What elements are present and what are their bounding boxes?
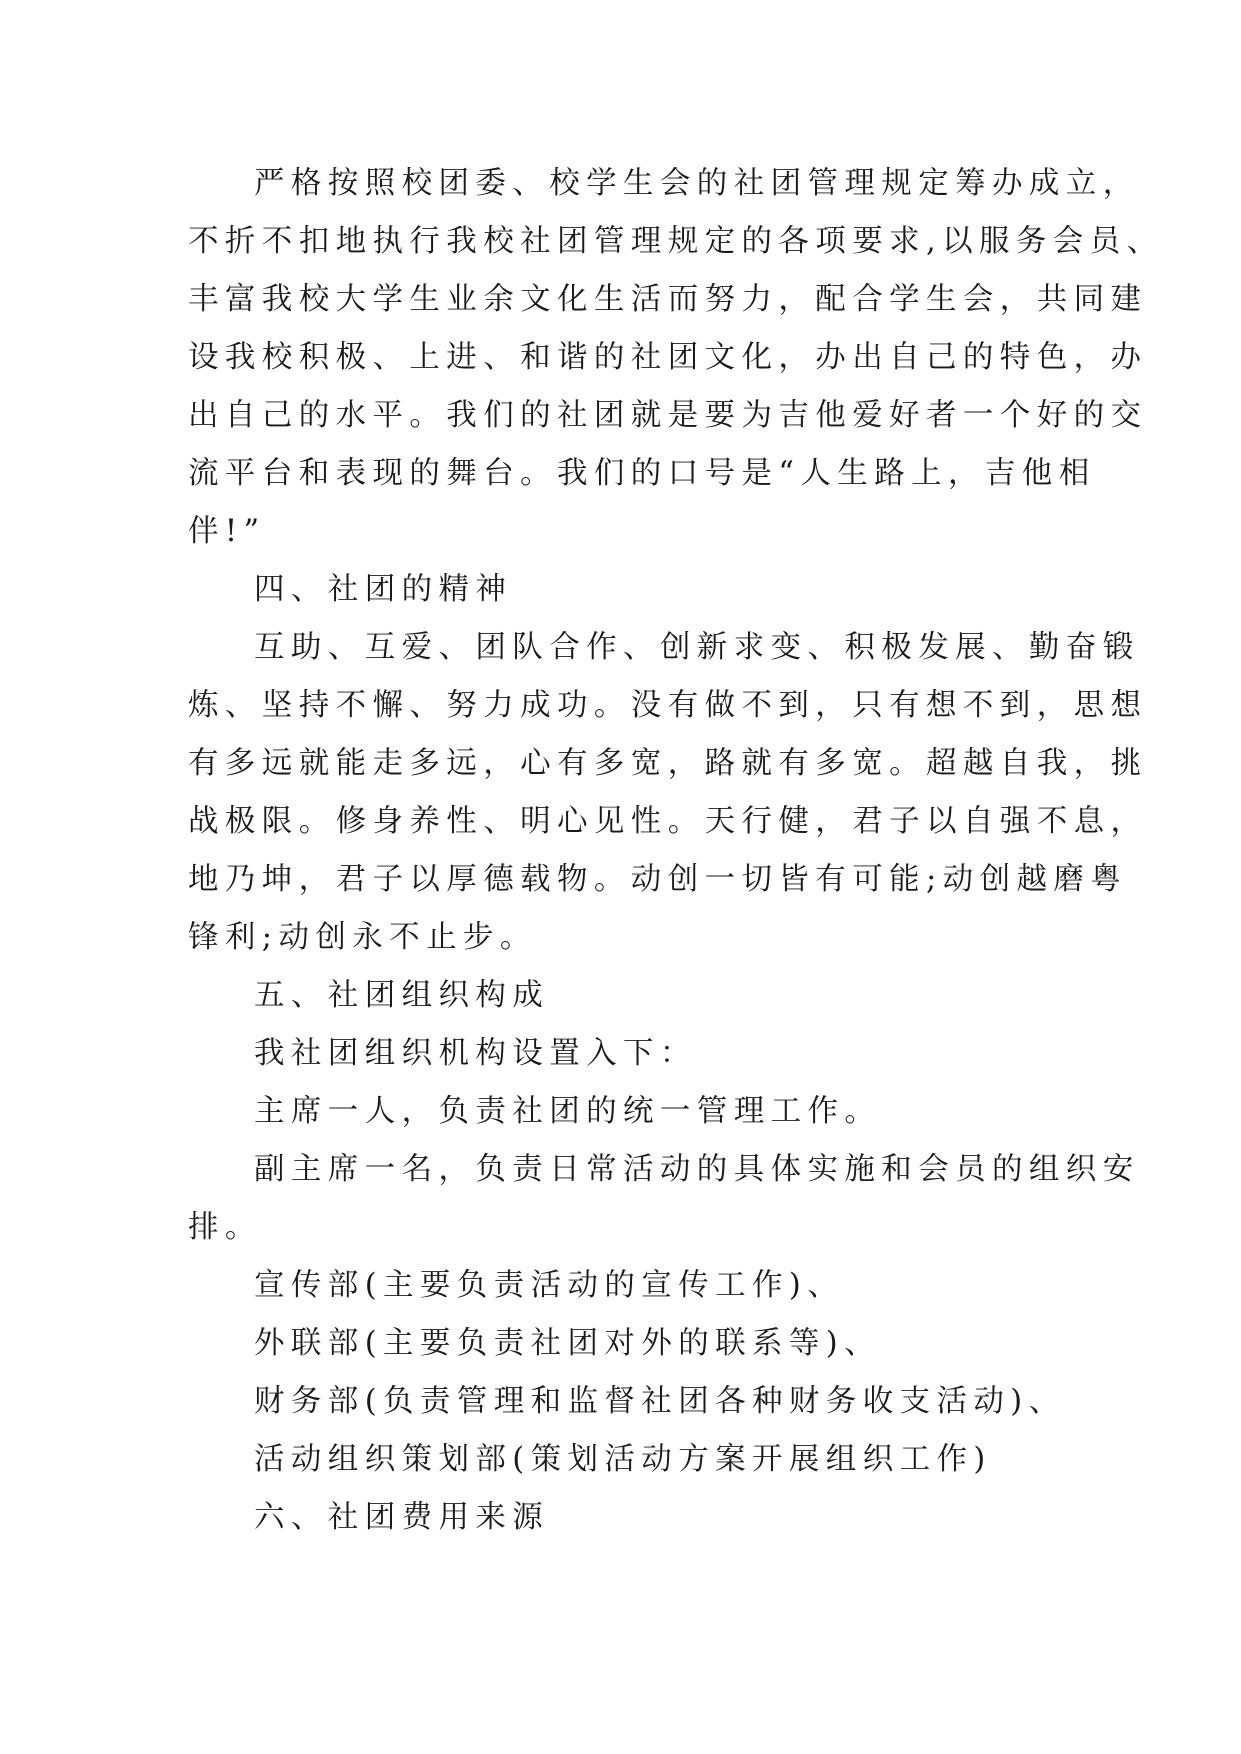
section-heading: 六、社团费用来源 xyxy=(254,1500,550,1535)
text-line: 伴!” xyxy=(188,514,266,549)
text-line: 主席一人，负责社团的统一管理工作。 xyxy=(254,1094,882,1129)
text-line: 活动组织策划部(策划活动方案开展组织工作) xyxy=(254,1442,992,1477)
text-line: 我社团组织机构设置入下： xyxy=(254,1036,697,1071)
text-line: 炼、坚持不懈、努力成功。没有做不到，只有想不到，思想 xyxy=(188,688,1148,723)
text-line: 副主席一名，负责日常活动的具体实施和会员的组织安 xyxy=(254,1152,1140,1187)
text-line: 出自己的水平。我们的社团就是要为吉他爱好者一个好的交 xyxy=(188,398,1148,433)
text-line: 设我校积极、上进、和谐的社团文化，办出自己的特色，办 xyxy=(188,340,1148,375)
text-line: 不折不扣地执行我校社团管理规定的各项要求,以服务会员、 xyxy=(188,224,1164,259)
text-line: 丰富我校大学生业余文化生活而努力，配合学生会，共同建 xyxy=(188,282,1148,317)
document-body xyxy=(188,155,1164,1547)
text-line: 财务部(负责管理和监督社团各种财务收支活动)、 xyxy=(254,1384,1066,1419)
text-line: 有多远就能走多远，心有多宽，路就有多宽。超越自我，挑 xyxy=(188,746,1148,781)
text-line: 流平台和表现的舞台。我们的口号是“人生路上，吉他相 xyxy=(188,456,1096,491)
text-line: 严格按照校团委、校学生会的社团管理规定筹办成立， xyxy=(254,166,1140,201)
text-line: 外联部(主要负责社团对外的联系等)、 xyxy=(254,1326,881,1361)
section-heading: 五、社团组织构成 xyxy=(254,978,550,1013)
text-line: 排。 xyxy=(188,1210,262,1245)
text-line: 互助、互爱、团队合作、创新求变、积极发展、勤奋锻 xyxy=(254,630,1140,665)
section-heading: 四、社团的精神 xyxy=(254,572,513,607)
text-line: 地乃坤，君子以厚德载物。动创一切皆有可能;动创越磨粤 xyxy=(188,862,1128,897)
text-line: 战极限。修身养性、明心见性。天行健，君子以自强不息， xyxy=(188,804,1148,839)
text-line: 宣传部(主要负责活动的宣传工作)、 xyxy=(254,1268,845,1303)
text-line: 锋利;动创永不止步。 xyxy=(188,920,537,955)
